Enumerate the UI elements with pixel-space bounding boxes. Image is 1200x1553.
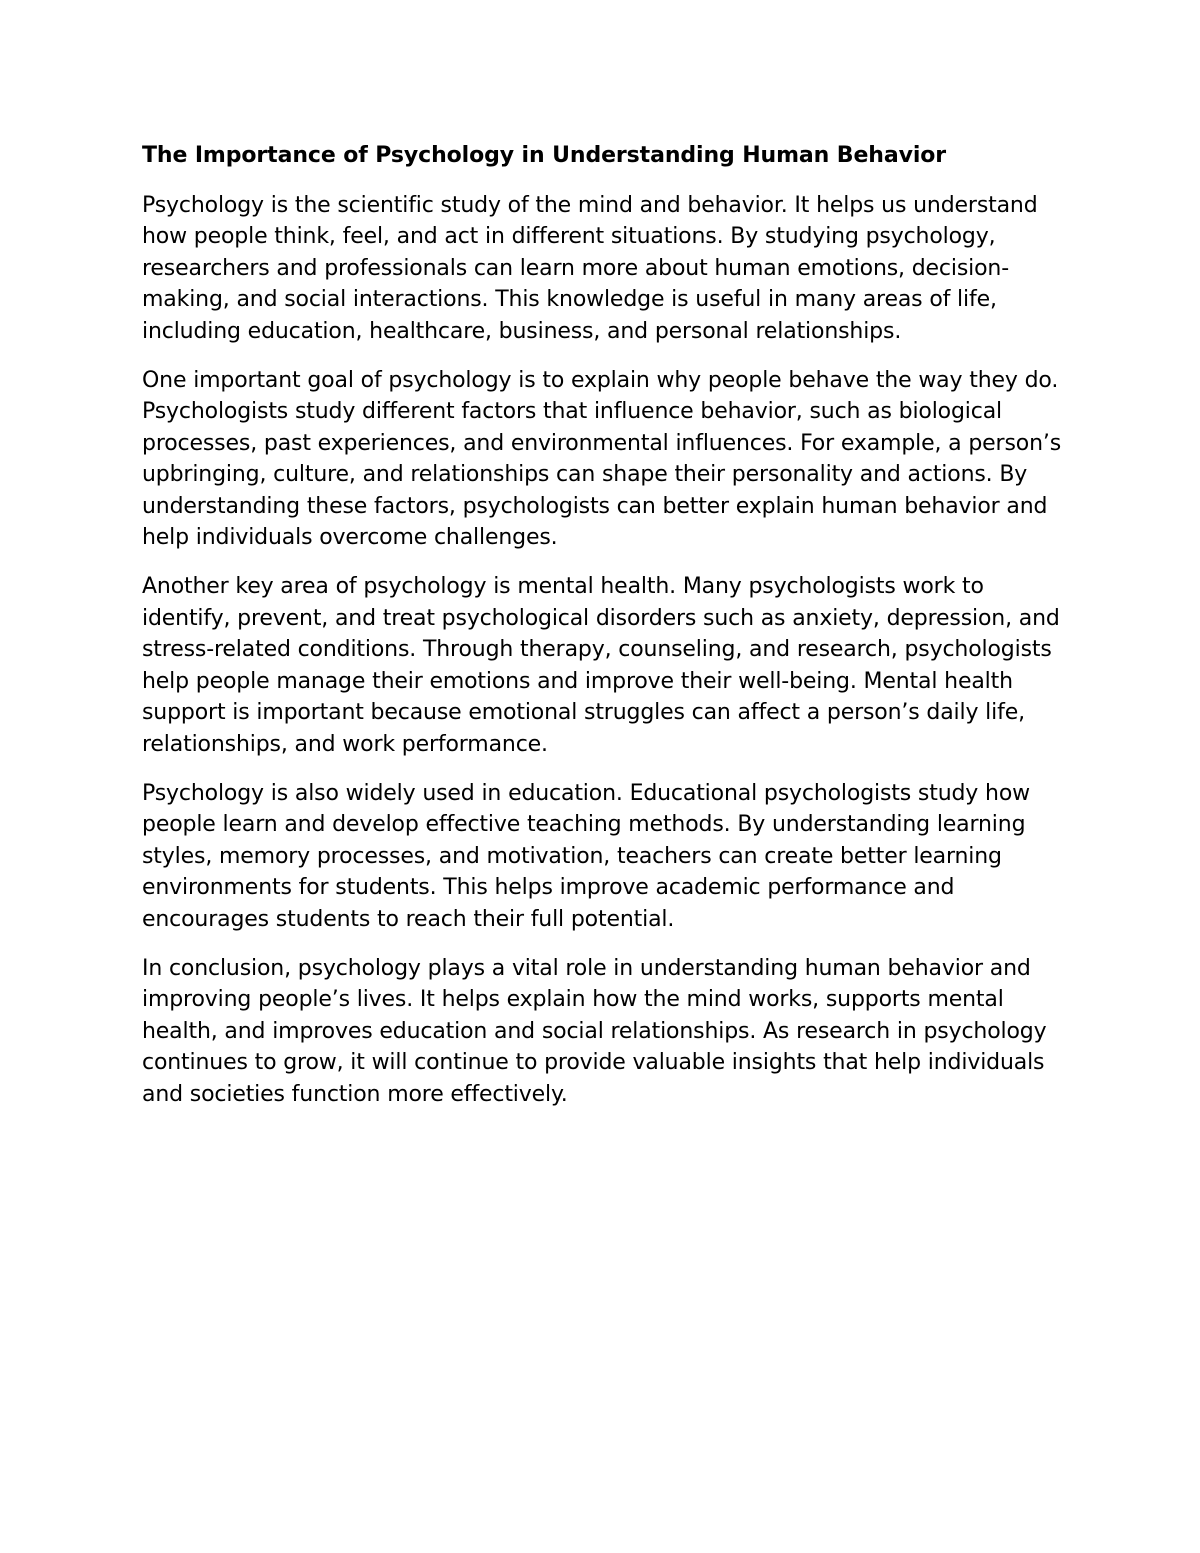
paragraph-education: Psychology is also widely used in education. Educational psychologists study how people learn and develop effective teaching methods. By understanding learning styles, memory processes, and motivation, teachers can create better learning environments for students. This helps improve academic performance and encourages students to reach their full potential.: [142, 780, 1030, 932]
paragraph-mental-health: Another key area of psychology is mental health. Many psychologists work to identify, prevent, and treat psychological disorders such as anxiety, depression, and stress-related conditions. Through therapy, counseling, and research, psychologists help people manage their emotions and improve their well-being. Mental health support is important because emotional struggles can affect a person’s daily life, relationships, and work performance.: [142, 574, 1060, 757]
document-title: The Importance of Psychology in Understanding Human Behavior: [142, 143, 947, 168]
paragraph-explaining-behavior: One important goal of psychology is to explain why people behave the way they do. Psychologists study different factors that influence behavior, such as biological processes, past experiences, and environmental influences. For example, a person’s upbringing, culture, and relationships can shape their personality and actions. By understanding these factors, psychologists can better explain human behavior and help individuals overcome challenges.: [142, 368, 1062, 551]
paragraph-introduction: Psychology is the scientific study of the mind and behavior. It helps us understand how people think, feel, and act in different situations. By studying psychology, researchers and professionals can learn more about human emotions, decision-making, and social interactions. This knowledge is useful in many areas of life, including education, healthcare, business, and personal relationships.: [142, 193, 1038, 344]
paragraph-conclusion: In conclusion, psychology plays a vital role in understanding human behavior and improving people’s lives. It helps explain how the mind works, supports mental health, and improves education and social relationships. As research in psychology continues to grow, it will continue to provide valuable insights that help individuals and societies function more effectively.: [142, 955, 1047, 1107]
document-body: [142, 139, 1072, 1128]
